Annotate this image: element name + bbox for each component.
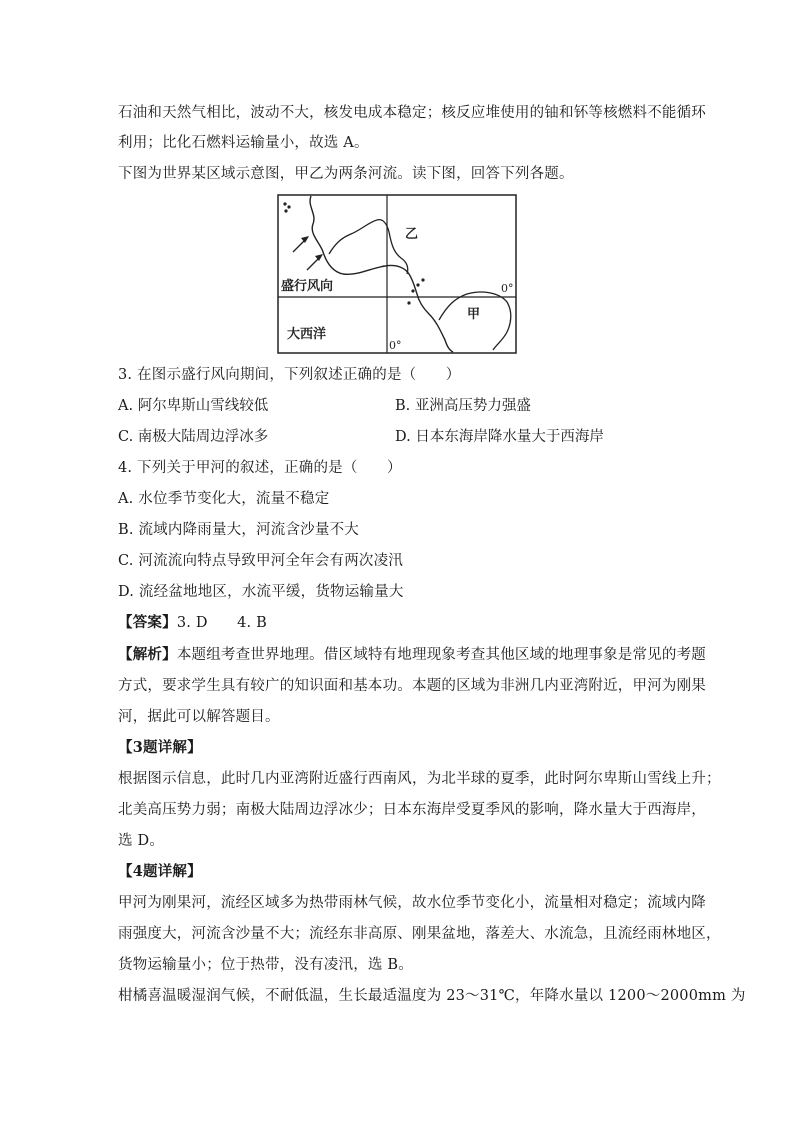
island-dot bbox=[416, 283, 419, 286]
intro-line-2: 利用；比化石燃料运输量小，故选 A。 bbox=[118, 135, 369, 151]
answer-tag: 【答案】 bbox=[118, 614, 177, 631]
q3-option-d: D. 日本东海岸降水量大于西海岸 bbox=[395, 429, 604, 445]
island-dot bbox=[283, 202, 286, 205]
detail4-line-2: 雨强度大，河流含沙量不大；流经东非高原、刚果盆地，落差大、水流急，且流经雨林地区， bbox=[118, 926, 721, 942]
label-zero-right: 0° bbox=[501, 282, 514, 295]
detail4-line-1: 甲河为刚果河，流经区域多为热带雨林气候，故水位季节变化小，流量相对稳定；流域内降 bbox=[118, 895, 706, 911]
label-yi: 乙 bbox=[405, 227, 419, 242]
detail3-line-3: 选 D。 bbox=[118, 833, 165, 849]
intro-line-1: 石油和天然气相比，波动不大，核发电成本稳定；核反应堆使用的铀和钚等核燃料不能循环 bbox=[118, 105, 706, 121]
detail3-line-2: 北美高压势力弱；南极大陆周边浮冰少；日本东海岸受夏季风的影响，降水量大于西海岸， bbox=[118, 802, 706, 818]
q4-option-d: D. 流经盆地地区，水流平缓，货物运输量大 bbox=[118, 584, 404, 600]
label-ocean: 大西洋 bbox=[287, 327, 327, 342]
region-map bbox=[277, 194, 519, 356]
q3-option-c: C. 南极大陆周边浮冰多 bbox=[118, 429, 269, 445]
q4-option-c: C. 河流流向特点导致甲河全年会有两次凌汛 bbox=[118, 553, 403, 569]
detail3-line-1: 根据图示信息，此时几内亚湾附近盛行西南风，为北半球的夏季，此时阿尔卑斯山雪线上升； bbox=[118, 771, 721, 787]
island-dot bbox=[421, 278, 424, 281]
island-dot bbox=[287, 205, 290, 208]
q4-option-b: B. 流域内降雨量大，河流含沙量不大 bbox=[118, 522, 359, 538]
analysis-line-2: 方式，要求学生具有较广的知识面和基本功。本题的区域为非洲几内亚湾附近，甲河为刚果 bbox=[118, 678, 706, 694]
q4-option-a: A. 水位季节变化大，流量不稳定 bbox=[118, 491, 330, 507]
q4-stem: 4. 下列关于甲河的叙述，正确的是（ ） bbox=[118, 460, 402, 476]
intro-line-3: 下图为世界某区域示意图，甲乙为两条河流。读下图，回答下列各题。 bbox=[118, 166, 574, 182]
island-dot bbox=[407, 301, 410, 304]
analysis-text-1: 本题组考查世界地理。借区域特有地理现象考查其他区域的地理事象是常见的考题 bbox=[176, 647, 707, 663]
tail-line-1: 柑橘喜温暖湿润气候，不耐低温，生长最适温度为 23～31℃，年降水量以 1200～2000mm 为 bbox=[118, 988, 746, 1004]
label-jia: 甲 bbox=[467, 307, 481, 322]
detail3-tag: 【3题详解】 bbox=[118, 739, 202, 756]
answer-line bbox=[118, 613, 267, 633]
analysis-line-3: 河，据此可以解答题目。 bbox=[118, 709, 280, 725]
answer-text: 3. D 4. B bbox=[176, 615, 267, 631]
detail4-tag: 【4题详解】 bbox=[118, 863, 202, 880]
label-zero-bottom: 0° bbox=[389, 339, 402, 352]
q3-stem: 3. 在图示盛行风向期间，下列叙述正确的是（ ） bbox=[118, 367, 461, 383]
island-dot bbox=[284, 209, 287, 212]
island-dot bbox=[411, 289, 414, 292]
detail4-line-3: 货物运输量小；位于热带，没有凌汛，选 B。 bbox=[118, 957, 413, 973]
label-wind: 盛行风向 bbox=[281, 279, 334, 294]
analysis-line-1 bbox=[118, 645, 706, 665]
q3-option-b: B. 亚洲高压势力强盛 bbox=[395, 398, 531, 414]
analysis-tag: 【解析】 bbox=[118, 646, 177, 663]
q3-option-a: A. 阿尔卑斯山雪线较低 bbox=[118, 398, 269, 414]
